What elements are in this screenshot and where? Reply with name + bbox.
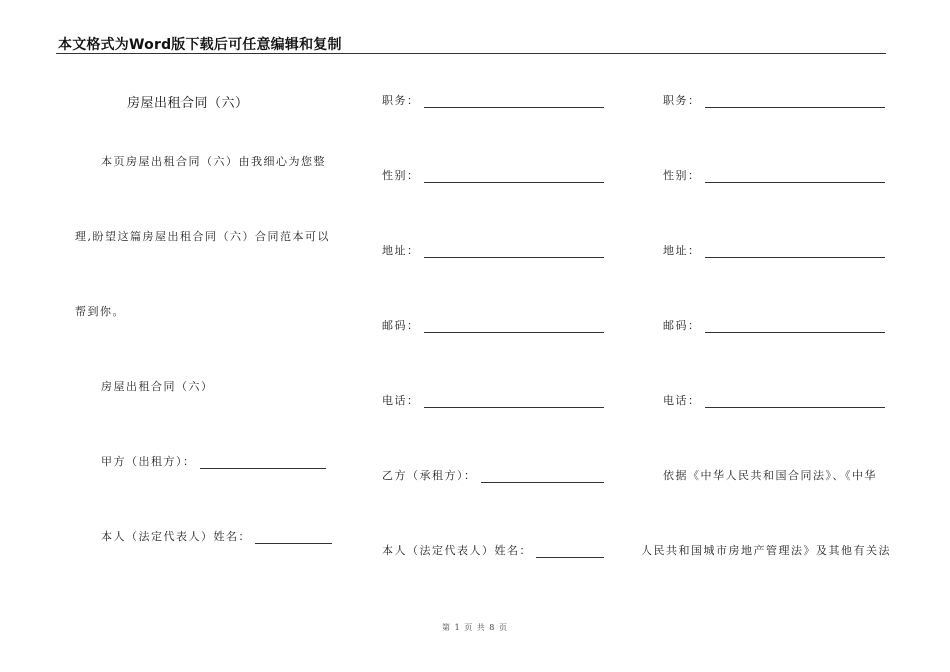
party-b-rep-label: 本人（法定代表人）姓名：	[382, 544, 532, 557]
party-a-position-field	[382, 92, 604, 108]
party-b-postcode-field	[663, 317, 885, 333]
address-label: 地址：	[382, 244, 420, 257]
intro-line-1: 本页房屋出租合同（六）由我细心为您整	[101, 155, 326, 168]
phone-blank[interactable]	[424, 397, 605, 408]
postcode-blank[interactable]	[705, 322, 886, 333]
position-label: 职务：	[663, 94, 701, 107]
contract-title: 房屋出租合同（六）	[127, 96, 249, 111]
party-a-postcode-field	[382, 317, 604, 333]
position-blank[interactable]	[705, 97, 886, 108]
gender-label: 性别：	[663, 169, 701, 182]
party-b-field	[382, 467, 604, 483]
intro-line-3: 帮到你。	[75, 305, 125, 318]
phone-label: 电话：	[663, 394, 701, 407]
party-b-address-field	[663, 242, 885, 258]
law-basis-line-2: 人民共和国城市房地产管理法》及其他有关法	[641, 544, 891, 557]
contract-subtitle: 房屋出租合同（六）	[101, 380, 214, 393]
party-b-phone-field	[663, 392, 885, 408]
intro-line-2: 理,盼望这篇房屋出租合同（六）合同范本可以	[75, 230, 330, 243]
party-b-gender-field	[663, 167, 885, 183]
postcode-blank[interactable]	[424, 322, 605, 333]
party-b-label: 乙方（承租方）：	[382, 469, 477, 482]
page-number: 第 1 页 共 8 页	[442, 623, 508, 632]
document-header-title: 本文格式为Word版下载后可任意编辑和复制	[58, 37, 342, 53]
phone-label: 电话：	[382, 394, 420, 407]
party-b-rep-blank[interactable]	[536, 547, 604, 558]
party-a-blank[interactable]	[200, 458, 326, 469]
gender-blank[interactable]	[424, 172, 605, 183]
party-b-blank[interactable]	[481, 472, 605, 483]
party-a-address-field	[382, 242, 604, 258]
address-label: 地址：	[663, 244, 701, 257]
position-blank[interactable]	[424, 97, 605, 108]
position-label: 职务：	[382, 94, 420, 107]
address-blank[interactable]	[705, 247, 886, 258]
party-b-rep-field	[382, 542, 604, 558]
party-a-gender-field	[382, 167, 604, 183]
column-left	[75, 0, 330, 672]
party-b-position-field	[663, 92, 885, 108]
party-a-label: 甲方（出租方）：	[101, 455, 196, 468]
postcode-label: 邮码：	[663, 319, 701, 332]
law-basis-line-1: 依据《中华人民共和国合同法》、《中华	[663, 469, 877, 482]
gender-label: 性别：	[382, 169, 420, 182]
party-a-rep-field	[101, 528, 332, 544]
party-a-phone-field	[382, 392, 604, 408]
phone-blank[interactable]	[705, 397, 886, 408]
address-blank[interactable]	[424, 247, 605, 258]
party-a-field	[101, 453, 326, 469]
gender-blank[interactable]	[705, 172, 886, 183]
party-a-rep-blank[interactable]	[255, 533, 332, 544]
party-a-rep-label: 本人（法定代表人）姓名：	[101, 530, 251, 543]
column-right	[641, 0, 891, 672]
postcode-label: 邮码：	[382, 319, 420, 332]
column-middle	[382, 0, 604, 672]
